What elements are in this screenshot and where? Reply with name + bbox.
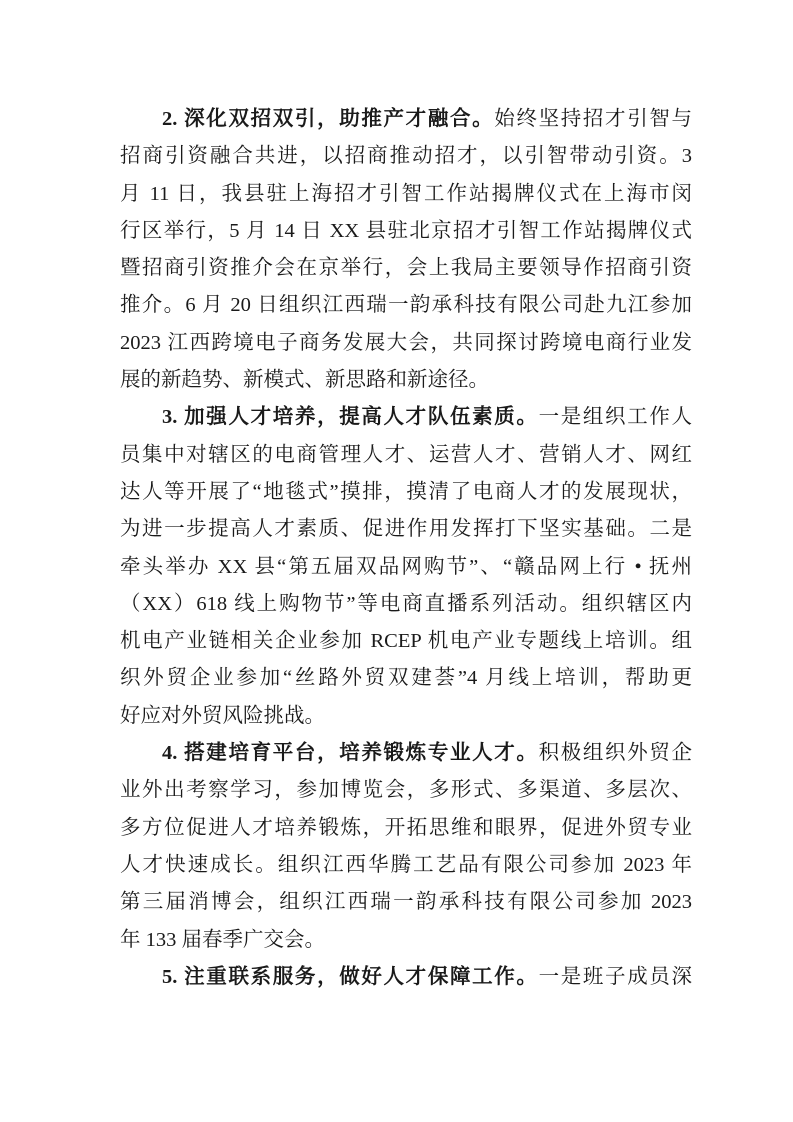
- paragraph: [120, 735, 692, 959]
- paragraph-first-line: [120, 101, 692, 138]
- paragraph-heading: 2. 深化双招双引，助推产才融合。: [162, 108, 495, 130]
- paragraph-heading: 3. 加强人才培养，提高人才队伍素质。: [162, 406, 539, 429]
- paragraph-line: 织外贸企业参加“丝路外贸双建荟”4 月线上培训，帮助更: [120, 667, 692, 690]
- paragraph: [120, 959, 692, 996]
- paragraph-line: 机电产业链相关企业参加 RCEP 机电产业专题线上培训。组: [120, 630, 692, 653]
- paragraph-line: 行区举行，5 月 14 日 XX 县驻北京招才引智工作站揭牌仪式: [120, 219, 692, 242]
- document-page: [120, 101, 692, 996]
- paragraph-line: 人才快速成长。组织江西华腾工艺品有限公司参加 2023 年: [120, 853, 692, 876]
- paragraph: [120, 101, 692, 399]
- paragraph-first-line: [120, 735, 692, 772]
- paragraph-line: 年 133 届春季广交会。: [120, 928, 325, 951]
- paragraph-line: 牵头举办 XX 县“第五届双品网购节”、“赣品网上行 • 抚州: [120, 555, 692, 578]
- paragraph-first-line: [120, 399, 692, 436]
- paragraph-line: 业外出考察学习，参加博览会，多形式、多渠道、多层次、: [120, 779, 692, 802]
- paragraph-line: 月 11 日，我县驻上海招才引智工作站揭牌仪式在上海市闵: [120, 182, 692, 205]
- paragraph: [120, 399, 692, 735]
- paragraph-line: （XX）618 线上购物节”等电商直播系列活动。组织辖区内: [120, 592, 692, 615]
- paragraph-text: 一是组织工作人: [538, 406, 693, 429]
- paragraph-heading: 5. 注重联系服务，做好人才保障工作。: [162, 965, 539, 988]
- paragraph-line: 展的新趋势、新模式、新思路和新途径。: [120, 369, 489, 392]
- paragraph-text: 始终坚持招才引智与: [494, 108, 693, 130]
- paragraph-line: 2023 江西跨境电子商务发展大会，共同探讨跨境电商行业发: [120, 331, 692, 354]
- paragraph-line: 员集中对辖区的电商管理人才、运营人才、营销人才、网红: [120, 443, 692, 466]
- paragraph-line: 达人等开展了“地毯式”摸排，摸清了电商人才的发展现状，: [120, 480, 692, 503]
- paragraph-line: 为进一步提高人才素质、促进作用发挥打下坚实基础。二是: [120, 518, 692, 541]
- paragraph-text: 一是班子成员深: [538, 965, 693, 988]
- paragraph-line: 暨招商引资推介会在京举行，会上我局主要领导作招商引资: [120, 257, 692, 280]
- paragraph-line: 多方位促进人才培养锻炼，开拓思维和眼界，促进外贸专业: [120, 816, 692, 839]
- paragraph-line: 第三届消博会，组织江西瑞一韵承科技有限公司参加 2023: [120, 891, 692, 914]
- paragraph-first-line: [120, 959, 692, 996]
- paragraph-line: 好应对外贸风险挑战。: [120, 704, 325, 727]
- paragraph-line: 招商引资融合共进，以招商推动招才，以引智带动引资。3: [120, 145, 692, 168]
- paragraph-line: 推介。6 月 20 日组织江西瑞一韵承科技有限公司赴九江参加: [120, 294, 692, 317]
- paragraph-heading: 4. 搭建培育平台，培养锻炼专业人才。: [162, 742, 539, 765]
- paragraph-text: 积极组织外贸企: [538, 742, 693, 765]
